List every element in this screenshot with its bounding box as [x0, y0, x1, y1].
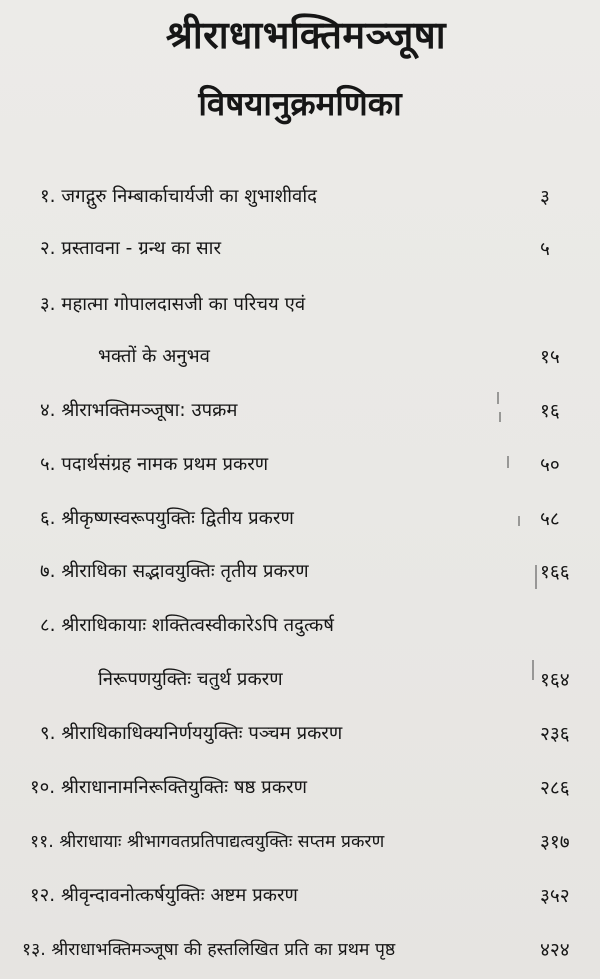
toc-entry-label: निरूपणयुक्तिः चतुर्थ प्रकरण	[98, 669, 283, 690]
toc-entry-page: ३	[540, 186, 550, 208]
toc-entry	[0, 499, 600, 539]
toc-entry-label: ९. श्रीराधिकाधिक्यनिर्णययुक्तिः पञ्चम प्रकरण	[40, 723, 343, 744]
toc-entry-label: ११. श्रीराधायाः श्रीभागवतप्रतिपाद्यत्वयुक्तिः सप्तम प्रकरण	[30, 832, 385, 852]
toc-entry-label: ५. पदार्थसंग्रह नामक प्रथम प्रकरण	[40, 454, 269, 475]
toc-entry-page: ३५२	[540, 885, 570, 907]
toc-entry	[0, 229, 600, 269]
toc-entry	[0, 445, 600, 485]
toc-entry	[0, 177, 600, 217]
toc-entry-label: ६. श्रीकृष्णस्वरूपयुक्तिः द्वितीय प्रकरण	[40, 508, 294, 529]
toc-entry-label: २. प्रस्तावना - ग्रन्थ का सार	[40, 238, 222, 259]
print-speck	[518, 516, 520, 526]
toc-entry-continuation	[0, 337, 600, 377]
toc-entry	[0, 930, 600, 970]
print-speck	[535, 565, 537, 589]
toc-entry-label: ७. श्रीराधिका सद्भावयुक्तिः तृतीय प्रकरण	[40, 561, 309, 582]
book-title: श्रीराधाभक्तिमञ्जूषा	[165, 13, 447, 57]
toc-entry-label: ३. महात्मा गोपालदासजी का परिचय एवं	[40, 294, 306, 315]
toc-entry-page: २८६	[540, 777, 570, 799]
toc-entry-page: १६	[540, 400, 560, 422]
toc-entry-page: १५	[540, 346, 560, 368]
toc-entry	[0, 285, 600, 325]
toc-entry-page: २३६	[540, 723, 570, 745]
toc-entry-page: ५०	[540, 454, 560, 476]
toc-entry-page: ३१७	[540, 831, 570, 853]
toc-entry-label: भक्तों के अनुभव	[98, 346, 210, 367]
print-speck	[507, 456, 509, 468]
toc-entry-label: १. जगद्गुरु निम्बार्काचार्यजी का शुभाशीर्वाद	[40, 186, 317, 207]
print-speck	[497, 392, 499, 404]
toc-entry	[0, 768, 600, 808]
toc-entry-page: १६४	[540, 669, 570, 691]
toc-entry-page: ५८	[540, 508, 560, 530]
toc-entry-label: १३. श्रीराधाभक्तिमञ्जूषा की हस्तलिखित प्रति का प्रथम पृष्ठ	[22, 940, 396, 960]
toc-entry	[0, 822, 600, 862]
toc-entry-label: ४. श्रीराभक्तिमञ्जूषा: उपक्रम	[40, 400, 238, 421]
toc-entry-continuation	[0, 660, 600, 700]
toc-entry-page: १६६	[540, 561, 570, 583]
toc-entry	[0, 552, 600, 592]
toc-entry-page: ४२४	[540, 939, 570, 961]
toc-entry-page: ५	[540, 238, 550, 260]
toc-entry-label: १०. श्रीराधानामनिरूक्तियुक्तिः षष्ठ प्रकरण	[30, 777, 307, 798]
contents-heading: विषयानुक्रमणिका	[198, 84, 402, 123]
toc-entry	[0, 391, 600, 431]
toc-entry	[0, 714, 600, 754]
toc-entry-label: ८. श्रीराधिकायाः शक्तित्वस्वीकारेऽपि तदुत्कर्ष	[40, 615, 334, 636]
toc-entry-label: १२. श्रीवृन्दावनोत्कर्षयुक्तिः अष्टम प्रकरण	[30, 885, 298, 906]
print-speck	[499, 412, 501, 422]
print-speck	[532, 660, 534, 680]
toc-entry	[0, 606, 600, 646]
toc-entry	[0, 876, 600, 916]
